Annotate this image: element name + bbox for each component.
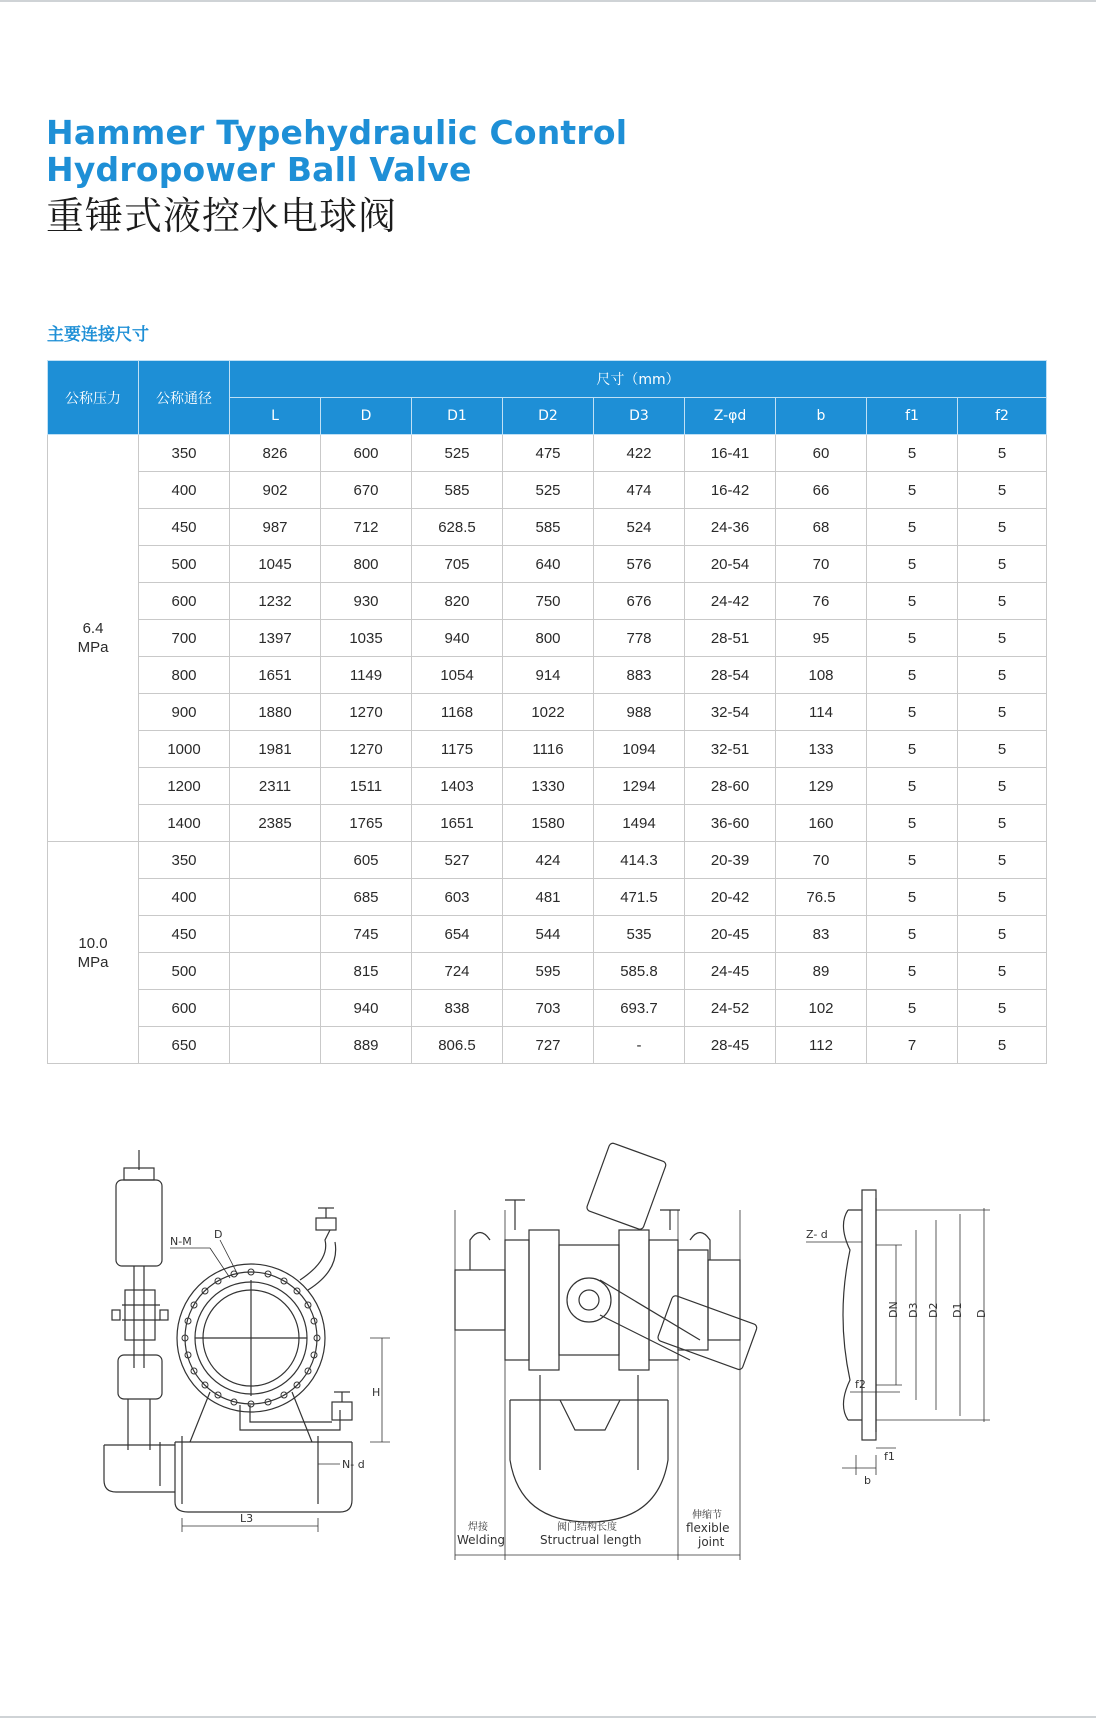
table-cell: 114 — [776, 694, 867, 731]
table-cell: 400 — [139, 472, 230, 509]
table-cell: 350 — [139, 435, 230, 472]
table-cell: 20-45 — [685, 916, 776, 953]
table-row — [48, 694, 1047, 731]
table-cell: 350 — [139, 842, 230, 879]
table-cell: 585 — [503, 509, 594, 546]
table-cell: 450 — [139, 509, 230, 546]
side-view-drawing — [455, 1142, 758, 1560]
table-cell — [230, 953, 321, 990]
table-cell: 2385 — [230, 805, 321, 842]
table-cell: 89 — [776, 953, 867, 990]
label-weld-zh: 焊接 — [468, 1522, 488, 1533]
label-d3: D3 — [907, 1302, 920, 1318]
table-cell: 1116 — [503, 731, 594, 768]
table-cell: 700 — [139, 620, 230, 657]
table-cell: 28-54 — [685, 657, 776, 694]
table-cell: 889 — [321, 1027, 412, 1064]
table-cell: 640 — [503, 546, 594, 583]
table-cell: 68 — [776, 509, 867, 546]
pressure-value: 10.0 — [78, 934, 108, 952]
table-cell: 60 — [776, 435, 867, 472]
table-cell: 1232 — [230, 583, 321, 620]
table-cell: 24-36 — [685, 509, 776, 546]
table-cell: 474 — [594, 472, 685, 509]
table-cell: 820 — [412, 583, 503, 620]
page-title-chinese: 重锤式液控水电球阀 — [46, 194, 398, 238]
table-cell: 5 — [958, 805, 1047, 842]
table-cell: 5 — [958, 657, 1047, 694]
subheader-cell: Z-φd — [685, 398, 776, 435]
table-cell: 5 — [867, 583, 958, 620]
table-cell: 471.5 — [594, 879, 685, 916]
table-cell: 800 — [321, 546, 412, 583]
table-cell: 1880 — [230, 694, 321, 731]
section-title: 主要连接尺寸 — [47, 325, 149, 345]
table-cell: 481 — [503, 879, 594, 916]
table-cell: 5 — [958, 509, 1047, 546]
label-d-right: D — [975, 1309, 988, 1318]
label-flex-en2: joint — [698, 1535, 725, 1549]
table-cell: 1094 — [594, 731, 685, 768]
table-cell: 5 — [958, 472, 1047, 509]
table-cell: 32-54 — [685, 694, 776, 731]
table-cell: 5 — [958, 546, 1047, 583]
pressure-unit: MPa — [77, 953, 109, 971]
table-cell: 5 — [958, 953, 1047, 990]
table-cell: 1168 — [412, 694, 503, 731]
table-row — [48, 731, 1047, 768]
table-cell: 5 — [958, 435, 1047, 472]
table-cell: 400 — [139, 879, 230, 916]
table-cell: 24-52 — [685, 990, 776, 1027]
table-cell: 750 — [503, 583, 594, 620]
table-cell: 5 — [867, 620, 958, 657]
pressure-cell — [48, 842, 139, 1064]
table-cell: 16-42 — [685, 472, 776, 509]
table-cell: 705 — [412, 546, 503, 583]
table-cell: 600 — [139, 990, 230, 1027]
table-cell: 5 — [867, 768, 958, 805]
table-cell: 500 — [139, 546, 230, 583]
table-cell: 5 — [867, 546, 958, 583]
table-cell: 670 — [321, 472, 412, 509]
subheader-cell: D3 — [594, 398, 685, 435]
table-cell: 800 — [503, 620, 594, 657]
table-cell: 1651 — [412, 805, 503, 842]
table-cell: 524 — [594, 509, 685, 546]
table-row — [48, 435, 1047, 472]
header-diameter: 公称通径 — [139, 361, 230, 435]
table-cell: 535 — [594, 916, 685, 953]
label-d2: D2 — [927, 1302, 940, 1318]
label-f1: f1 — [884, 1450, 895, 1463]
table-cell: 585 — [412, 472, 503, 509]
table-cell: 5 — [867, 805, 958, 842]
table-cell: 1765 — [321, 805, 412, 842]
table-cell: 102 — [776, 990, 867, 1027]
table-cell: 693.7 — [594, 990, 685, 1027]
table-cell: 5 — [958, 694, 1047, 731]
table-cell: 1022 — [503, 694, 594, 731]
table-cell: 16-41 — [685, 435, 776, 472]
table-cell: 24-42 — [685, 583, 776, 620]
subheader-cell: D2 — [503, 398, 594, 435]
table-cell: 5 — [867, 435, 958, 472]
front-view-drawing — [104, 1150, 390, 1532]
table-cell: 66 — [776, 472, 867, 509]
table-row — [48, 842, 1047, 879]
table-cell — [230, 1027, 321, 1064]
table-cell: 1175 — [412, 731, 503, 768]
table-cell: 475 — [503, 435, 594, 472]
table-cell: 5 — [958, 620, 1047, 657]
table-cell: 108 — [776, 657, 867, 694]
table-cell: 650 — [139, 1027, 230, 1064]
label-flex-zh: 伸缩节 — [692, 1510, 722, 1521]
table-cell: 5 — [958, 879, 1047, 916]
table-row — [48, 1027, 1047, 1064]
table-cell — [230, 879, 321, 916]
table-cell: 1580 — [503, 805, 594, 842]
table-cell: 1149 — [321, 657, 412, 694]
table-cell: 129 — [776, 768, 867, 805]
table-cell: - — [594, 1027, 685, 1064]
table-cell: 5 — [867, 657, 958, 694]
table-cell: 1397 — [230, 620, 321, 657]
table-cell: 160 — [776, 805, 867, 842]
table-cell: 902 — [230, 472, 321, 509]
table-cell: 422 — [594, 435, 685, 472]
table-cell: 654 — [412, 916, 503, 953]
table-cell: 28-45 — [685, 1027, 776, 1064]
table-row — [48, 583, 1047, 620]
table-cell: 5 — [958, 990, 1047, 1027]
page-title-english — [46, 114, 627, 188]
top-rule — [0, 0, 1096, 2]
table-cell: 525 — [412, 435, 503, 472]
label-n-m: N-M — [170, 1235, 192, 1248]
label-d-left: D — [214, 1228, 223, 1241]
dimensions-table — [47, 360, 1047, 1064]
label-weld-en: Welding — [457, 1533, 506, 1547]
table-cell: 414.3 — [594, 842, 685, 879]
subheader-cell: f1 — [867, 398, 958, 435]
table-row — [48, 546, 1047, 583]
table-row — [48, 657, 1047, 694]
header-pressure: 公称压力 — [48, 361, 139, 435]
table-cell — [230, 842, 321, 879]
label-d1: D1 — [951, 1302, 964, 1318]
table-cell: 883 — [594, 657, 685, 694]
label-b: b — [864, 1474, 871, 1487]
table-cell: 525 — [503, 472, 594, 509]
table-cell: 424 — [503, 842, 594, 879]
table-cell: 1270 — [321, 731, 412, 768]
table-cell: 815 — [321, 953, 412, 990]
table-cell: 5 — [958, 916, 1047, 953]
subheader-cell: L — [230, 398, 321, 435]
table-row — [48, 509, 1047, 546]
table-cell: 1400 — [139, 805, 230, 842]
table-row — [48, 953, 1047, 990]
table-cell: 800 — [139, 657, 230, 694]
table-row — [48, 768, 1047, 805]
pressure-value: 6.4 — [82, 620, 104, 637]
table-cell: 727 — [503, 1027, 594, 1064]
valve-drawings — [0, 1130, 1096, 1570]
label-struct-en: Structrual length — [540, 1533, 642, 1547]
table-cell: 628.5 — [412, 509, 503, 546]
table-row — [48, 916, 1047, 953]
subheader-cell: D — [321, 398, 412, 435]
table-cell: 600 — [321, 435, 412, 472]
table-cell: 1403 — [412, 768, 503, 805]
pressure-unit: MPa — [77, 639, 109, 656]
table-cell: 20-54 — [685, 546, 776, 583]
table-cell: 595 — [503, 953, 594, 990]
table-row — [48, 805, 1047, 842]
table-cell: 20-39 — [685, 842, 776, 879]
table-cell: 5 — [867, 916, 958, 953]
table-cell: 7 — [867, 1027, 958, 1064]
table-cell: 500 — [139, 953, 230, 990]
table-cell: 32-51 — [685, 731, 776, 768]
table-row — [48, 990, 1047, 1027]
table-cell: 703 — [503, 990, 594, 1027]
table-cell: 133 — [776, 731, 867, 768]
label-z-d: Z- d — [806, 1228, 828, 1241]
table-cell: 5 — [958, 768, 1047, 805]
table-cell: 527 — [412, 842, 503, 879]
table-cell: 5 — [867, 879, 958, 916]
table-cell: 1294 — [594, 768, 685, 805]
table-cell: 987 — [230, 509, 321, 546]
label-dn: DN — [887, 1301, 900, 1318]
table-cell: 1651 — [230, 657, 321, 694]
table-cell: 778 — [594, 620, 685, 657]
table-cell: 5 — [958, 1027, 1047, 1064]
flange-section-drawing — [806, 1190, 990, 1475]
table-cell: 76 — [776, 583, 867, 620]
table-cell: 724 — [412, 953, 503, 990]
table-cell: 5 — [867, 472, 958, 509]
table-cell: 544 — [503, 916, 594, 953]
table-cell: 70 — [776, 842, 867, 879]
table-cell: 685 — [321, 879, 412, 916]
table-cell: 1330 — [503, 768, 594, 805]
header-dimensions: 尺寸（mm） — [230, 361, 1047, 398]
table-cell: 95 — [776, 620, 867, 657]
table-row — [48, 472, 1047, 509]
subheader-cell: f2 — [958, 398, 1047, 435]
label-flex-en1: flexible — [686, 1521, 730, 1535]
table-cell: 28-60 — [685, 768, 776, 805]
table-cell: 712 — [321, 509, 412, 546]
table-cell: 745 — [321, 916, 412, 953]
table-cell: 5 — [958, 842, 1047, 879]
table-cell: 900 — [139, 694, 230, 731]
title-en-line1: Hammer Typehydraulic Control — [46, 113, 628, 152]
label-struct-zh: 阀门结构长度 — [557, 1522, 617, 1533]
table-cell: 1200 — [139, 768, 230, 805]
table-cell: 676 — [594, 583, 685, 620]
table-cell: 5 — [867, 990, 958, 1027]
label-h: H — [372, 1386, 381, 1399]
subheader-cell: b — [776, 398, 867, 435]
table-cell: 1981 — [230, 731, 321, 768]
table-cell: 24-45 — [685, 953, 776, 990]
table-cell: 1000 — [139, 731, 230, 768]
table-cell: 576 — [594, 546, 685, 583]
table-row — [48, 879, 1047, 916]
table-cell: 36-60 — [685, 805, 776, 842]
table-cell: 1035 — [321, 620, 412, 657]
table-cell: 70 — [776, 546, 867, 583]
table-cell: 940 — [412, 620, 503, 657]
label-l3: L3 — [240, 1512, 254, 1525]
table-cell: 1494 — [594, 805, 685, 842]
table-cell — [230, 916, 321, 953]
table-cell: 5 — [867, 694, 958, 731]
table-cell: 838 — [412, 990, 503, 1027]
table-cell: 5 — [867, 731, 958, 768]
table-cell: 20-42 — [685, 879, 776, 916]
label-n-d: N- d — [342, 1458, 365, 1471]
table-cell: 5 — [958, 731, 1047, 768]
table-cell: 5 — [958, 583, 1047, 620]
table-cell: 988 — [594, 694, 685, 731]
table-cell: 1045 — [230, 546, 321, 583]
table-cell: 450 — [139, 916, 230, 953]
table-cell: 1270 — [321, 694, 412, 731]
table-cell: 5 — [867, 842, 958, 879]
table-cell: 112 — [776, 1027, 867, 1064]
table-cell: 600 — [139, 583, 230, 620]
label-f2: f2 — [855, 1378, 866, 1391]
subheader-cell: D1 — [412, 398, 503, 435]
pressure-cell — [48, 435, 139, 842]
table-cell: 1054 — [412, 657, 503, 694]
table-cell: 585.8 — [594, 953, 685, 990]
table-cell: 605 — [321, 842, 412, 879]
table-row — [48, 620, 1047, 657]
table-cell: 826 — [230, 435, 321, 472]
table-cell: 940 — [321, 990, 412, 1027]
table-cell: 5 — [867, 953, 958, 990]
title-en-line2: Hydropower Ball Valve — [46, 150, 472, 189]
table-cell: 603 — [412, 879, 503, 916]
table-cell: 806.5 — [412, 1027, 503, 1064]
table-cell: 1511 — [321, 768, 412, 805]
table-cell: 914 — [503, 657, 594, 694]
table-body — [48, 435, 1047, 1064]
table-cell: 5 — [867, 509, 958, 546]
table-cell: 930 — [321, 583, 412, 620]
table-cell: 83 — [776, 916, 867, 953]
table-cell — [230, 990, 321, 1027]
table-cell: 76.5 — [776, 879, 867, 916]
table-cell: 28-51 — [685, 620, 776, 657]
table-cell: 2311 — [230, 768, 321, 805]
